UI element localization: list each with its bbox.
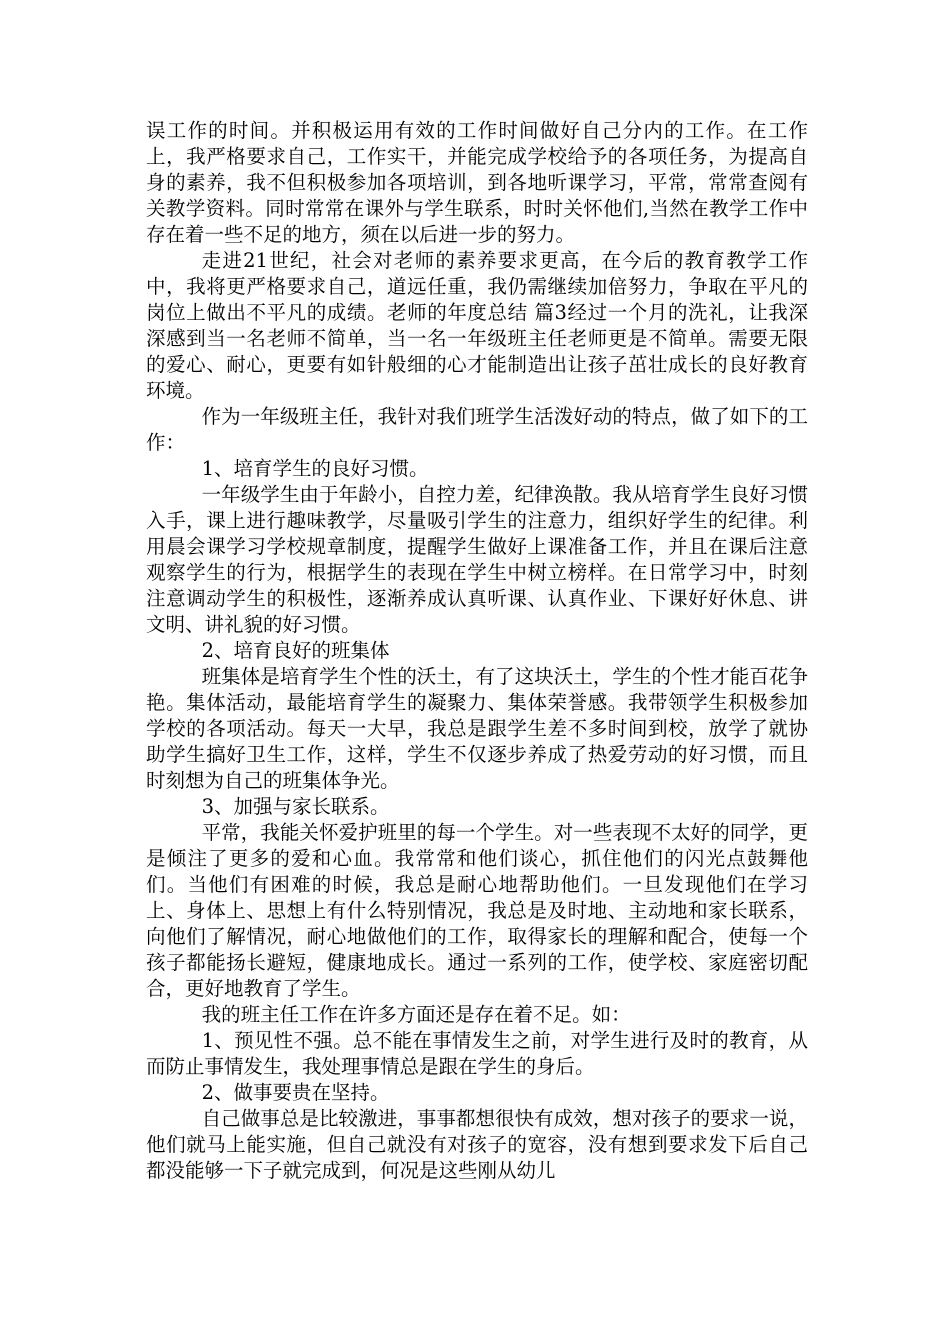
paragraph-good-habits: 一年级学生由于年龄小，自控力差，纪律涣散。我从培育学生良好习惯入手，课上进行趣味教学，尽量吸引学生的注意力，组织好学生的纪律。利用晨会课学习学校规章制度，提醒学生做好上课准备工作，并且在课后注意观察学生的行为，根据学生的表现在学生中树立榜样。在日常学习中，时刻注意调动学生的积极性，逐渐养成认真听课、认真作业、下课好好休息、讲文明、讲礼貌的好习惯。 — [146, 483, 808, 636]
heading-parent-contact: 3、加强与家长联系。 — [201, 795, 390, 818]
paragraph-parent-contact: 平常，我能关怀爱护班里的每一个学生。对一些表现不太好的同学，更是倾注了更多的爱和心血。我常常和他们谈心，抓住他们的闪光点鼓舞他们。当他们有困难的时候，我总是耐心地帮助他们。一旦发现他们在学习上、身体上、思想上有什么特别情况，我总是及时地、主动地和家长联系，向他们了解情况，耐心地做他们的工作，取得家长的理解和配合，使每一个孩子都能扬长避短，健康地成长。通过一系列的工作，使学校、家庭密切配合，更好地教育了学生。 — [146, 821, 808, 1000]
paragraph-foresight: 1、预见性不强。总不能在事情发生之前，对学生进行及时的教育，从而防止事情发生，我处理事情总是跟在学生的身后。 — [146, 1029, 808, 1078]
paragraph-21st-century: 走进21世纪，社会对老师的素养要求更高，在今后的教育教学工作中，我将更严格要求自己，道远任重，我仍需继续加倍努力，争取在平凡的岗位上做出不平凡的成绩。老师的年度总结 篇3经过一个月的洗礼，让我深深感到当一名老师不简单，当一名一年级班主任老师更是不简单。需要无限的爱心、耐心，更要有如针般细的心才能制造出让孩子茁壮成长的良好教育环境。 — [146, 249, 808, 402]
heading-class-collective: 2、培育良好的班集体 — [201, 639, 390, 662]
paragraph-shortcomings: 我的班主任工作在许多方面还是存在着不足。如： — [201, 1003, 631, 1026]
document-body — [146, 118, 808, 1184]
paragraph-persistence: 自己做事总是比较激进，事事都想很快有成效，想对孩子的要求一说，他们就马上能实施，但自己就没有对孩子的宽容，没有想到要求发下后自己都没能够一下子就完成到，何况是这些刚从幼儿 — [146, 1107, 808, 1182]
paragraph-class-teacher-intro: 作为一年级班主任，我针对我们班学生活泼好动的特点，做了如下的工作： — [146, 405, 808, 454]
heading-good-habits: 1、培育学生的良好习惯。 — [201, 457, 429, 480]
paragraph-work-time: 误工作的时间。并积极运用有效的工作时间做好自己分内的工作。在工作上，我严格要求自己，工作实干，并能完成学校给予的各项任务，为提高自身的素养，我不但积极参加各项培训，到各地听课学习，平常，常常查阅有关教学资料。同时常常在课外与学生联系，时时关怀他们,当然在教学工作中存在着一些不足的地方，须在以后进一步的努力。 — [146, 119, 808, 246]
paragraph-class-collective: 班集体是培育学生个性的沃土，有了这块沃土，学生的个性才能百花争艳。集体活动，最能培育学生的凝聚力、集体荣誉感。我带领学生积极参加学校的各项活动。每天一大早，我总是跟学生差不多时间到校，放学了就协助学生搞好卫生工作，这样，学生不仅逐步养成了热爱劳动的好习惯，而且时刻想为自己的班集体争光。 — [146, 665, 808, 792]
heading-persistence: 2、做事要贵在坚持。 — [201, 1081, 390, 1104]
